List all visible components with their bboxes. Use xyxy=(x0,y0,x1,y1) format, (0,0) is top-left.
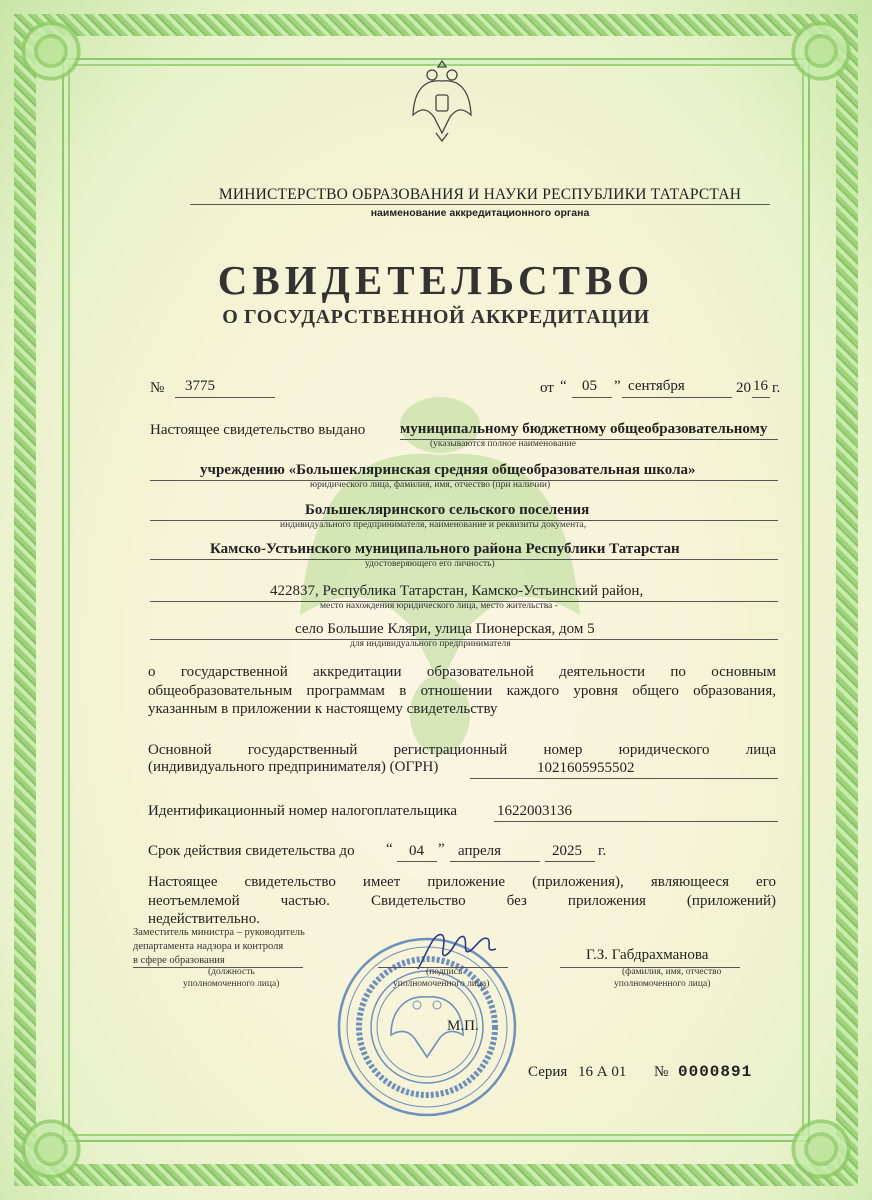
ogrn-line-1: Основной государственный регистрационный номер юридического лица xyxy=(148,742,776,758)
corner-ornament xyxy=(6,6,96,96)
issued-caption-4: удостоверяющего его личность) xyxy=(365,559,495,569)
name-caption-1: (фамилия, имя, отчество xyxy=(622,967,722,977)
issued-line-4: Камско-Устьинского муниципального района Республики Татарстан xyxy=(210,541,680,557)
validity-year: 2025 xyxy=(552,843,582,859)
ogrn-label: (индивидуального предпринимателя) (ОГРН) xyxy=(148,759,439,775)
validity-day: 04 xyxy=(409,843,424,859)
issued-caption-6: для индивидуального предпринимателя xyxy=(350,639,511,649)
issue-day: 05 xyxy=(582,378,597,394)
quote-open: “ xyxy=(560,378,567,394)
corner-ornament xyxy=(6,1104,96,1194)
series-label: Серия xyxy=(528,1064,568,1080)
underline xyxy=(397,861,437,862)
issued-line-2: учреждению «Большекляринская средняя общеобразовательная школа» xyxy=(200,462,696,478)
underline xyxy=(190,204,770,205)
quote-close: ” xyxy=(614,378,621,394)
underline xyxy=(545,861,595,862)
sign-caption-1: (подпись xyxy=(426,967,463,977)
validity-quote-close: ” xyxy=(438,841,445,857)
ogrn-paragraph xyxy=(148,741,776,760)
issued-caption-2: юридического лица, фамилия, имя, отчество (при наличии) xyxy=(310,480,551,490)
position-line-2: департамента надзора и контроля xyxy=(133,941,284,952)
underline xyxy=(752,397,770,398)
issued-line-6: село Большие Кляри, улица Пионерская, дом 5 xyxy=(295,621,595,637)
certificate-number: 3775 xyxy=(185,378,215,394)
issued-caption-1: (указываются полное наименование xyxy=(430,439,576,449)
document-title: СВИДЕТЕЛЬСТВО xyxy=(217,257,655,303)
issued-caption-3: индивидуального предпринимателя, наименование и реквизиты документа, xyxy=(280,520,587,530)
validity-year-label: г. xyxy=(598,843,607,859)
position-caption-1: (должность xyxy=(208,967,255,977)
series-number-label: № xyxy=(654,1064,669,1080)
position-line-1: Заместитель министра – руководитель xyxy=(133,927,305,938)
coat-of-arms-icon xyxy=(410,55,474,145)
issued-label: Настоящее свидетельство выдано xyxy=(150,422,366,438)
underline xyxy=(450,861,540,862)
underline xyxy=(470,778,778,779)
accreditation-paragraph xyxy=(148,663,776,719)
inn-label: Идентификационный номер налогоплательщика xyxy=(148,803,458,819)
appendix-line-1: Настоящее свидетельство имеет приложение (приложения), являющееся его xyxy=(148,874,776,890)
issued-line-3: Большекляринского сельского поселения xyxy=(305,502,590,518)
signatory-name: Г.З. Габдрахманова xyxy=(586,947,709,963)
underline xyxy=(175,397,275,398)
ministry-caption: наименование аккредитационного органа xyxy=(370,207,590,219)
corner-ornament xyxy=(776,1104,866,1194)
seal-place-label: М.П. xyxy=(447,1018,479,1034)
inn-value: 1622003136 xyxy=(497,803,572,819)
validity-quote-open: “ xyxy=(386,841,393,857)
name-caption-2: уполномоченного лица) xyxy=(614,979,711,989)
issue-year-label: г. xyxy=(772,380,781,396)
issued-line-5: 422837, Республика Татарстан, Камско-Устьинский район, xyxy=(270,583,644,599)
corner-ornament xyxy=(776,6,866,96)
from-label: от xyxy=(540,380,554,396)
series-value: 16 А 01 xyxy=(578,1064,627,1080)
accreditation-line-3: указанным в приложении к настоящему свидетельству xyxy=(148,701,498,717)
document-subtitle: О ГОСУДАРСТВЕННОЙ АККРЕДИТАЦИИ xyxy=(222,306,650,328)
issued-caption-5: место нахождения юридического лица, место жительства - xyxy=(320,601,558,611)
position-line-3: в сфере образования xyxy=(133,955,225,966)
accreditation-line-1: о государственной аккредитации образовательной деятельности по основным xyxy=(148,664,776,680)
issue-year-prefix: 20 xyxy=(736,380,751,396)
accreditation-line-2: общеобразовательным программам в отношении каждого уровня общего образования, xyxy=(148,682,776,699)
issued-line-1: муниципальному бюджетному общеобразовательному xyxy=(400,421,768,437)
appendix-paragraph xyxy=(148,873,776,929)
position-caption-2: уполномоченного лица) xyxy=(183,979,280,989)
ogrn-value: 1021605955502 xyxy=(537,760,635,776)
appendix-line-3: недействительно. xyxy=(148,911,260,927)
sign-caption-2: уполномоченного лица) xyxy=(393,979,490,989)
underline xyxy=(622,397,732,398)
underline xyxy=(572,397,612,398)
series-number: 0000891 xyxy=(678,1063,753,1081)
validity-label: Срок действия свидетельства до xyxy=(148,843,355,859)
validity-month: апреля xyxy=(458,843,502,859)
underline xyxy=(494,821,778,822)
appendix-line-2: неотъемлемой частью. Свидетельство без приложения (приложений) xyxy=(148,892,776,909)
issue-month: сентября xyxy=(628,378,685,394)
number-label: № xyxy=(150,380,165,396)
issue-year-suffix: 16 xyxy=(753,378,768,394)
ministry-name: МИНИСТЕРСТВО ОБРАЗОВАНИЯ И НАУКИ РЕСПУБЛИКИ ТАТАРСТАН xyxy=(218,186,742,203)
